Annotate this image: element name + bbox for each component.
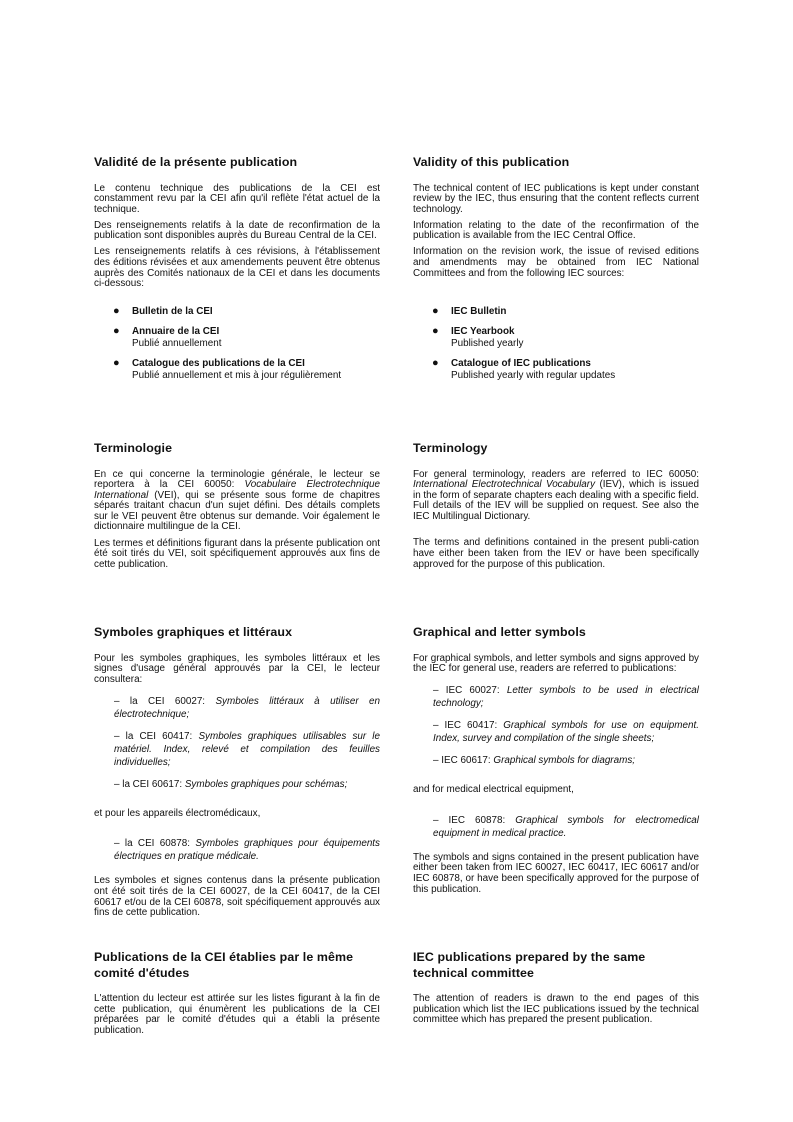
paragraph: The attention of readers is drawn to the end pages of this publication which list the IEC publications issued by the technical committee which has prepared the present publication. xyxy=(413,993,699,1026)
validity-section-en xyxy=(413,155,699,390)
list-item: – la CEI 60878: Symboles graphiques pour équipements électriques en pratique médicale. xyxy=(114,838,380,863)
list-item: ● Catalogue of IEC publications Published yearly with regular updates xyxy=(432,357,616,382)
list-item: ● Bulletin de la CEI xyxy=(113,304,213,317)
list-item: – la CEI 60617: Symboles graphiques pour schémas; xyxy=(114,778,348,790)
validity-section-fr xyxy=(94,155,380,390)
paragraph: En ce qui concerne la terminologie générale, le lecteur se reportera à la CEI 60050: Vocabulaire Electrotechnique International (VEI), qui se présente sous forme de chapitres séparés traitant chacun d'un sujet défini. Des détails complets sur le VEI peuvent être obtenus sur demande. Voir également le dictionnaire multilingue de la CEI. xyxy=(94,468,380,533)
bullet-icon: ● xyxy=(432,305,439,318)
paragraph: L'attention du lecteur est attirée sur les listes figurant à la fin de cette publication, qui énumèrent les publications de la CEI préparées par le comité d'études qui a établi la présente publication. xyxy=(94,993,380,1036)
symbols-section-fr xyxy=(94,625,380,924)
list-item: – IEC 60417: Graphical symbols for use on equipment. Index, survey and compilation of the single sheets; xyxy=(433,720,699,745)
paragraph: For graphical symbols, and letter symbols and signs approved by the IEC for general use, readers are referred to publications: xyxy=(413,652,699,675)
paragraph: Les symboles et signes contenus dans la présente publication ont été soit tirés de la CEI 60027, de la CEI 60417, de la CEI 60617 et/ou de la CEI 60878, soit spécifiquement approuvés aux fins de cette publication. xyxy=(94,875,380,919)
bullet-icon: ● xyxy=(432,357,439,370)
paragraph: Pour les symboles graphiques, les symboles littéraux et les signes d'usage général approuvés par la CEI, le lecteur consultera: xyxy=(94,652,380,685)
committee-section-en xyxy=(413,950,699,1031)
committee-section-fr xyxy=(94,950,380,1042)
terminology-section-en xyxy=(413,441,699,576)
section-heading: Publications de la CEI établies par le même comité d'études xyxy=(94,950,354,980)
bullet-icon: ● xyxy=(113,324,120,337)
paragraph: Des renseignements relatifs à la date de reconfirmation de la publication sont disponibles auprès du Bureau Central de la CEI. xyxy=(94,219,380,242)
section-heading: IEC publications prepared by the same technical committee xyxy=(413,950,646,980)
paragraph: Le contenu technique des publications de la CEI est constamment revu par la CEI afin qu'il reflète l'état actuel de la technique. xyxy=(94,182,380,215)
paragraph: The terms and definitions contained in the present publi-cation have either been taken from the IEV or have been specifically approved for the purpose of this publication. xyxy=(413,537,699,570)
terminology-section-fr xyxy=(94,441,380,576)
bullet-icon: ● xyxy=(432,325,439,338)
paragraph: The symbols and signs contained in the present publication have either been taken from IEC 60027, IEC 60417, IEC 60617 and/or IEC 60878, or have been specifically approved for the purpose of this publication. xyxy=(413,851,699,895)
list-item: ● IEC Yearbook Published yearly xyxy=(432,325,524,350)
paragraph: Information on the revision work, the issue of revised editions and amendments may be obtained from IEC National Committees and from the following IEC sources: xyxy=(413,246,699,279)
list-item: ● Annuaire de la CEI Publié annuellement xyxy=(113,324,222,349)
symbols-section-en xyxy=(413,625,699,901)
section-heading: Symboles graphiques et littéraux xyxy=(94,625,293,639)
paragraph: Les termes et définitions figurant dans la présente publication ont été soit tirés du VEI, soit spécifiquement approuvés aux fins de cette publication. xyxy=(94,537,380,570)
section-heading: Validity of this publication xyxy=(413,155,570,169)
paragraph: et pour les appareils électromédicaux, xyxy=(94,807,261,819)
paragraph: The technical content of IEC publications is kept under constant review by the IEC, thus ensuring that the content reflects current technology. xyxy=(413,182,699,215)
list-item: – la CEI 60027: Symboles littéraux à utiliser en électrotechnique; xyxy=(114,695,380,720)
section-heading: Terminologie xyxy=(94,441,173,455)
list-item: – IEC 60617: Graphical symbols for diagrams; xyxy=(433,755,635,767)
bullet-icon: ● xyxy=(113,304,120,317)
bullet-icon: ● xyxy=(113,356,120,369)
paragraph: Information relating to the date of the reconfirmation of the publication is available from the IEC Central Office. xyxy=(413,219,699,242)
list-item: – la CEI 60417: Symboles graphiques utilisables sur le matériel. Index, relevé et compilation des feuilles individuelles; xyxy=(114,730,380,768)
paragraph: Les renseignements relatifs à ces révisions, à l'établissement des éditions révisées et aux amendements peuvent être obtenus auprès des Comités nationaux de la CEI et dans les documents ci-dessous: xyxy=(94,246,380,290)
section-heading: Validité de la présente publication xyxy=(94,155,298,169)
paragraph: and for medical electrical equipment, xyxy=(413,784,574,796)
list-item: – IEC 60027: Letter symbols to be used in electrical technology; xyxy=(433,685,699,710)
sources-list xyxy=(94,306,380,382)
sources-list xyxy=(413,306,699,382)
list-item: ● IEC Bulletin xyxy=(432,305,507,318)
list-item: – IEC 60878: Graphical symbols for electromedical equipment in medical practice. xyxy=(433,814,699,839)
section-heading: Terminology xyxy=(413,441,488,455)
list-item: ● Catalogue des publications de la CEI Publié annuellement et mis à jour régulièrement xyxy=(113,356,342,381)
paragraph: For general terminology, readers are referred to IEC 60050: International Electrotechnical Vocabulary (IEV), which is issued in the form of separate chapters each dealing with a specific field. Full details of the IEV will be supplied on request. See also the IEC Multilingual Dictionary. xyxy=(413,468,699,522)
section-heading: Graphical and letter symbols xyxy=(413,625,586,639)
